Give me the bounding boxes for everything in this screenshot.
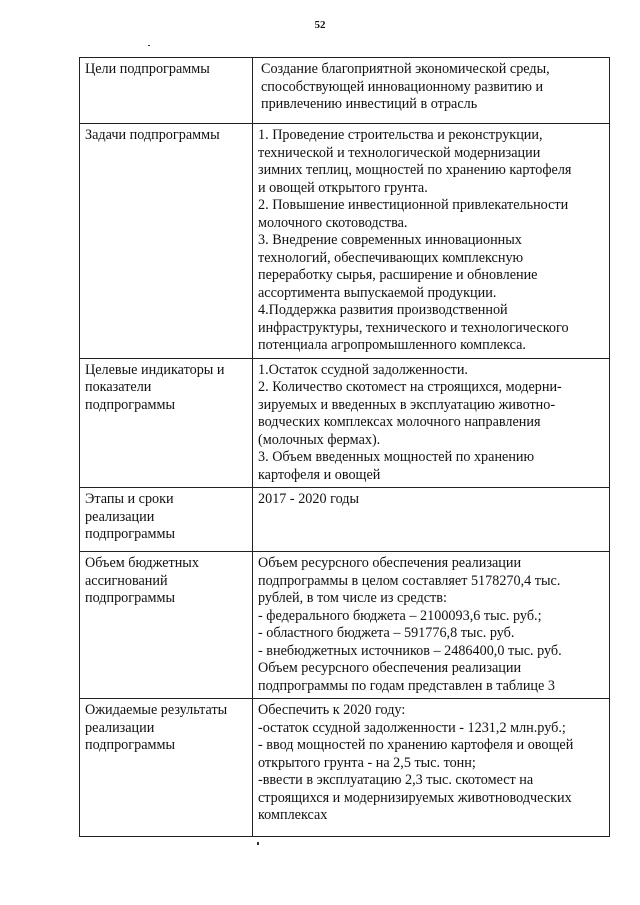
- row-content-line: - областного бюджета – 591776,8 тыс. руб.: [258, 625, 515, 641]
- row-label-cell: [80, 124, 253, 359]
- row-content-line: 2017 - 2020 годы: [258, 491, 360, 507]
- row-label-line: Целевые индикаторы и: [85, 361, 225, 378]
- row-content-line: зируемых и введенных в эксплуатацию животно-: [258, 396, 556, 413]
- row-content-line: Объем ресурсного обеспечения реализации: [258, 660, 522, 676]
- row-content-line: подпрограммы в целом составляет 5178270,4 тыс.: [258, 572, 561, 589]
- row-content-line: картофеля и овощей: [258, 466, 381, 483]
- row-label-line: Цели подпрограммы: [85, 61, 210, 77]
- row-content-line: 3. Объем введенных мощностей по хранению: [258, 449, 535, 465]
- row-label-line: Ожидаемые результаты: [85, 702, 228, 718]
- row-content-cell: [253, 124, 610, 359]
- row-content-line: привлечению инвестиций в отрасль: [261, 96, 478, 112]
- row-content-cell: [253, 552, 610, 699]
- row-content-line: строящихся и модернизируемых животноводческих: [258, 789, 572, 806]
- row-content-line: потенциала агропромышленного комплекса.: [258, 337, 526, 353]
- row-label-line: реализации: [85, 508, 155, 525]
- row-content-line: 4.Поддержка развития производственной: [258, 302, 508, 318]
- table-body: [80, 58, 610, 837]
- row-content-cell: [253, 358, 610, 488]
- table-row: [80, 552, 610, 699]
- row-content-line: 2. Количество скотомест на строящихся, модерни-: [258, 379, 562, 395]
- row-content-line: переработку сырья, расширение и обновление: [258, 267, 538, 283]
- row-content-line: технической и технологической модернизации: [258, 144, 541, 161]
- scan-mark: [148, 45, 150, 46]
- row-content-line: способствующей инновационному развитию и: [261, 78, 544, 95]
- row-label-line: Задачи подпрограммы: [85, 127, 220, 143]
- row-label-line: Этапы и сроки: [85, 491, 174, 507]
- row-label-line: подпрограммы: [85, 526, 175, 542]
- table-row: [80, 358, 610, 488]
- row-label-line: подпрограммы: [85, 590, 175, 606]
- row-content-line: 3. Внедрение современных инновационных: [258, 232, 522, 248]
- row-label-line: реализации: [85, 719, 155, 736]
- row-content-line: 2. Повышение инвестиционной привлекательности: [258, 197, 569, 213]
- row-content-line: Обеспечить к 2020 году:: [258, 702, 406, 718]
- row-content-line: 1. Проведение строительства и реконструкции,: [258, 127, 543, 143]
- row-label-line: подпрограммы: [85, 396, 175, 413]
- row-content-line: комплексах: [258, 807, 328, 823]
- row-content-line: и овощей открытого грунта.: [258, 179, 428, 196]
- row-content-line: -ввести в эксплуатацию 2,3 тыс. скотомест на: [258, 772, 534, 788]
- row-content-line: зимних теплиц, мощностей по хранению картофеля: [258, 162, 572, 178]
- row-content-line: Создание благоприятной экономической среды,: [261, 61, 550, 77]
- table-row: [80, 58, 610, 124]
- row-content-line: 1.Остаток ссудной задолженности.: [258, 361, 468, 378]
- row-content-line: - ввод мощностей по хранению картофеля и овощей: [258, 737, 574, 753]
- row-label-cell: [80, 358, 253, 488]
- row-content-line: -остаток ссудной задолженности - 1231,2 млн.руб.;: [258, 719, 566, 736]
- table-row: [80, 124, 610, 359]
- row-label-line: показатели: [85, 379, 152, 395]
- row-content-line: подпрограммы по годам представлен в таблице 3: [258, 677, 555, 694]
- subprogram-passport-table: [79, 57, 610, 837]
- row-content-line: открытого грунта - на 2,5 тыс. тонн;: [258, 754, 476, 771]
- row-label-cell: [80, 58, 253, 124]
- row-content-line: - внебюджетных источников – 2486400,0 тыс. руб.: [258, 642, 562, 659]
- row-content-cell: [253, 699, 610, 837]
- row-content-line: технологий, обеспечивающих комплексную: [258, 249, 524, 266]
- table-row: [80, 488, 610, 552]
- row-content-line: (молочных фермах).: [258, 431, 381, 448]
- row-label-cell: [80, 699, 253, 837]
- row-label-line: Объем бюджетных: [85, 555, 199, 571]
- row-label-cell: [80, 488, 253, 552]
- row-label-line: ассигнований: [85, 572, 168, 589]
- row-content-line: водческих комплексах молочного направления: [258, 414, 541, 430]
- page-number: 52: [314, 19, 326, 31]
- row-content-line: Объем ресурсного обеспечения реализации: [258, 555, 522, 571]
- row-content-line: молочного скотоводства.: [258, 214, 408, 231]
- row-label-cell: [80, 552, 253, 699]
- table-row: [80, 699, 610, 837]
- row-label-line: подпрограммы: [85, 737, 175, 753]
- scan-mark: [257, 842, 259, 845]
- row-content-line: - федерального бюджета – 2100093,6 тыс. руб.;: [258, 607, 542, 624]
- row-content-line: инфраструктуры, технического и технологического: [258, 319, 569, 336]
- row-content-line: рублей, в том числе из средств:: [258, 590, 447, 606]
- row-content-line: ассортимента выпускаемой продукции.: [258, 284, 497, 301]
- row-content-cell: [253, 58, 610, 124]
- row-content-cell: [253, 488, 610, 552]
